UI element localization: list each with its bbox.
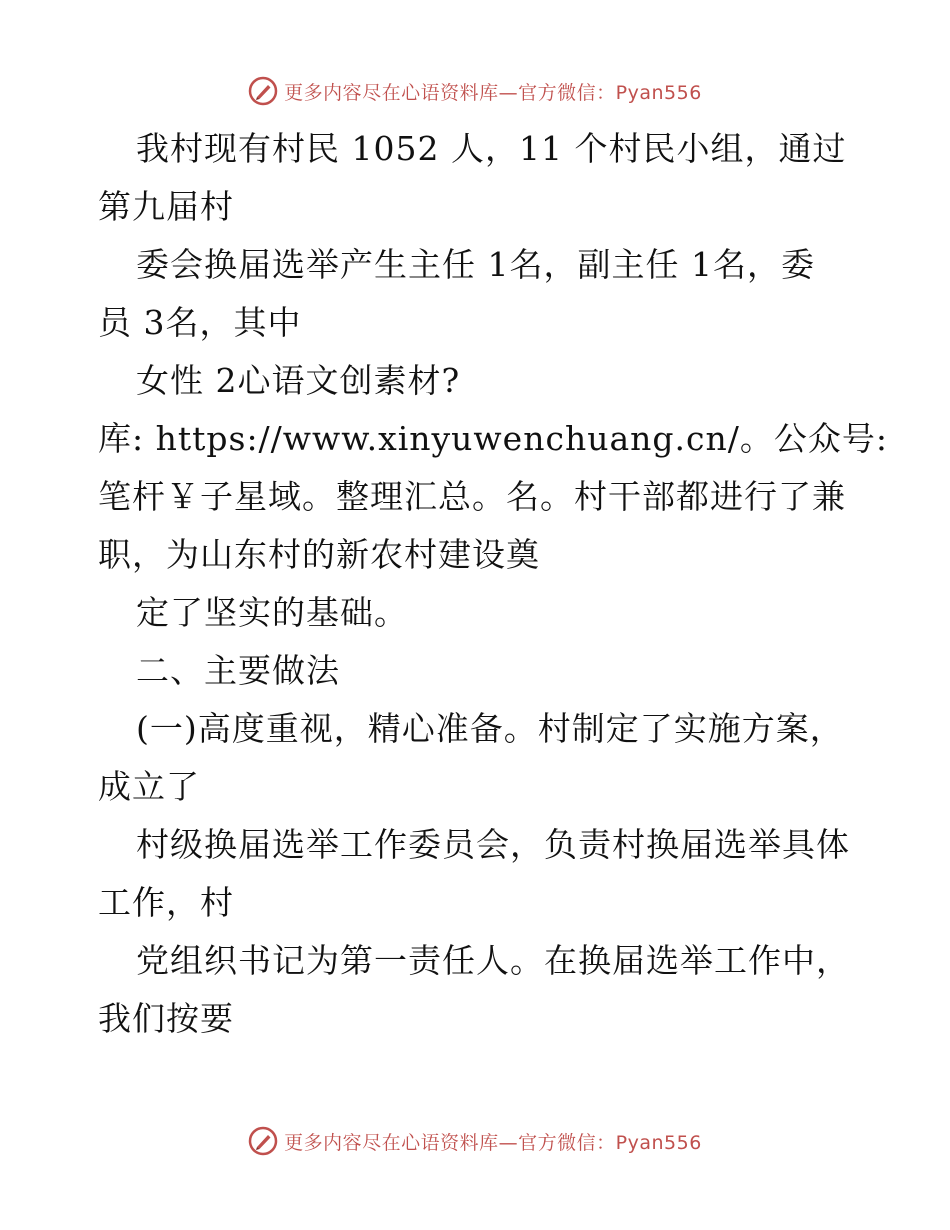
body-line: 党组织书记为第一责任人。在换届选举工作中， [136,941,850,980]
body-line: 我们按要 [98,999,234,1038]
body-line: 成立了 [98,767,200,806]
body-line: (一)高度重视，精心准备。村制定了实施方案， [136,709,844,748]
body-line: 库: https://www.xinyuwenchuang.cn/。公众号: [98,419,888,458]
body-line: 笔杆￥子星域。整理汇总。名。村干部都进行了兼 [98,477,846,516]
body-line: 委会换届选举产生主任 1名，副主任 1名，委 [136,245,815,284]
pen-logo-icon [248,1126,278,1156]
pen-logo-icon [248,76,278,106]
body-line: 女性 2心语文创素材? [136,361,461,400]
document-body [98,120,888,1048]
watermark-text: 更多内容尽在心语资料库—官方微信：Pyan556 [284,1131,702,1154]
body-line: 职，为山东村的新农村建设奠 [98,535,540,574]
section-heading: 二、主要做法 [136,651,340,690]
body-line: 我村现有村民 1052 人，11 个村民小组，通过 [136,129,847,168]
body-line: 村级换届选举工作委员会，负责村换届选举具体 [136,825,850,864]
body-line: 定了坚实的基础。 [136,593,408,632]
header-watermark [0,74,950,108]
footer-watermark [0,1124,950,1158]
watermark-text: 更多内容尽在心语资料库—官方微信：Pyan556 [284,81,702,104]
body-line: 员 3名，其中 [98,303,302,342]
body-line: 工作，村 [98,883,234,922]
body-line: 第九届村 [98,187,234,226]
